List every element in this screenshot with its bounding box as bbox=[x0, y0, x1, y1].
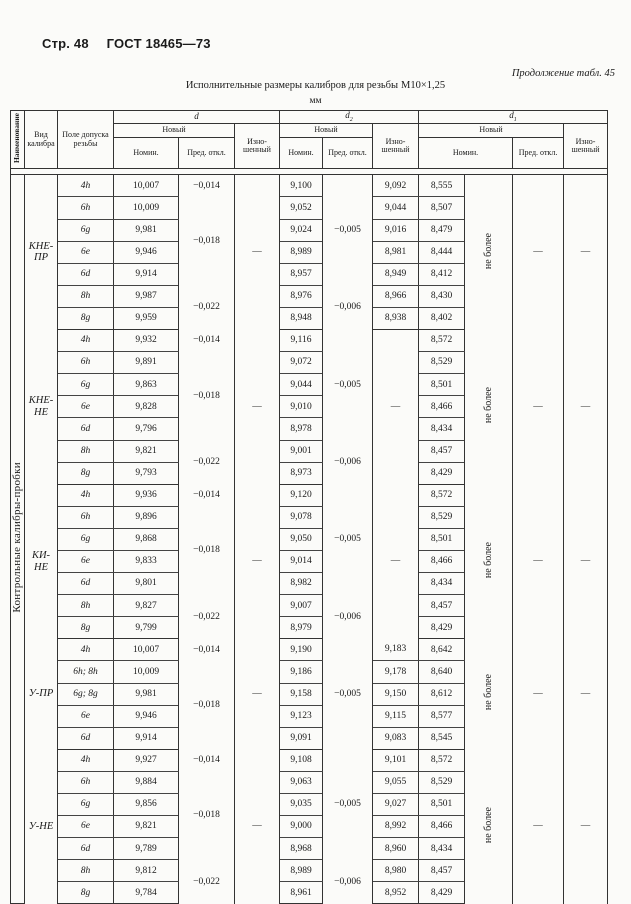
d2-nominal: 9,116 bbox=[280, 330, 323, 352]
d2-worn: 8,960 bbox=[373, 838, 419, 860]
gauge-type: КНЕ-НЕ bbox=[25, 330, 58, 485]
d1-nominal: 8,501 bbox=[419, 528, 465, 550]
d-dev-header: Пред. откл. bbox=[179, 138, 235, 169]
d2-nominal: 9,063 bbox=[280, 771, 323, 793]
d2-nominal: 9,050 bbox=[280, 528, 323, 550]
name-header: Наименование bbox=[11, 111, 25, 169]
d-deviation: −0,014 bbox=[179, 330, 235, 352]
d2-worn: 9,101 bbox=[373, 749, 419, 771]
d2-worn: 8,966 bbox=[373, 285, 419, 307]
d2-nominal: 8,978 bbox=[280, 418, 323, 440]
d-nominal: 9,981 bbox=[114, 683, 179, 705]
thread-size: M10×1,25 bbox=[401, 80, 446, 91]
d-nominal: 9,891 bbox=[114, 352, 179, 374]
tolerance-value: 4h bbox=[58, 484, 114, 506]
tolerance-value: 8g bbox=[58, 882, 114, 904]
d2-nominal: 8,989 bbox=[280, 241, 323, 263]
d2-nominal: 8,973 bbox=[280, 462, 323, 484]
d2-deviation: −0,005 bbox=[323, 749, 373, 859]
d2-header: $d_2$ bbox=[280, 111, 419, 124]
d2-nom-header: Номин. bbox=[280, 138, 323, 169]
d1-deviation: — bbox=[513, 175, 564, 330]
d-nominal: 9,793 bbox=[114, 462, 179, 484]
d1-nominal: 8,572 bbox=[419, 749, 465, 771]
tolerance-value: 4h bbox=[58, 749, 114, 771]
tolerance-value: 8h bbox=[58, 440, 114, 462]
d2-nominal: 9,072 bbox=[280, 352, 323, 374]
d2-worn: 9,044 bbox=[373, 197, 419, 219]
tolerance-value: 6e bbox=[58, 550, 114, 572]
d2-worn-header: Изно-шенный bbox=[373, 124, 419, 169]
d-nominal: 9,946 bbox=[114, 241, 179, 263]
tolerance-value: 4h bbox=[58, 639, 114, 661]
tolerance-value: 4h bbox=[58, 330, 114, 352]
tolerance-value: 6h bbox=[58, 352, 114, 374]
d2-deviation: −0,006 bbox=[323, 440, 373, 484]
d-worn: — bbox=[235, 484, 280, 639]
d2-nominal: 9,186 bbox=[280, 661, 323, 683]
d2-nominal: 9,078 bbox=[280, 506, 323, 528]
d-nominal: 9,821 bbox=[114, 440, 179, 462]
d-deviation: −0,022 bbox=[179, 285, 235, 329]
d-worn: — bbox=[235, 330, 280, 485]
d-nominal: 9,833 bbox=[114, 550, 179, 572]
d1-nominal: 8,434 bbox=[419, 838, 465, 860]
table-row bbox=[11, 484, 608, 506]
d2-nominal: 9,108 bbox=[280, 749, 323, 771]
d1-nominal: 8,507 bbox=[419, 197, 465, 219]
d-nominal: 9,884 bbox=[114, 771, 179, 793]
d2-nominal: 8,948 bbox=[280, 307, 323, 329]
d1-nominal: 8,466 bbox=[419, 396, 465, 418]
d-nom-header: Номин. bbox=[114, 138, 179, 169]
d1-nominal: 8,429 bbox=[419, 882, 465, 904]
d-nominal: 9,946 bbox=[114, 705, 179, 727]
tolerance-value: 8h bbox=[58, 285, 114, 307]
d2-nominal: 8,976 bbox=[280, 285, 323, 307]
d-worn: — bbox=[235, 749, 280, 904]
d-nominal: 9,828 bbox=[114, 396, 179, 418]
d1-nominal: 8,466 bbox=[419, 816, 465, 838]
d2-worn: 8,992 bbox=[373, 816, 419, 838]
d-nominal: 9,856 bbox=[114, 794, 179, 816]
d1-deviation: — bbox=[513, 749, 564, 904]
d1-nominal: 8,642 bbox=[419, 639, 465, 661]
d1-nominal: 8,430 bbox=[419, 285, 465, 307]
d2-worn: 8,949 bbox=[373, 263, 419, 285]
tolerance-value: 8g bbox=[58, 307, 114, 329]
d-nominal: 9,801 bbox=[114, 573, 179, 595]
d1-nominal: 8,457 bbox=[419, 440, 465, 462]
continuation-note: Продолжение табл. 45 bbox=[511, 68, 615, 79]
tolerance-value: 6g bbox=[58, 374, 114, 396]
d2-dev-header: Пред. откл. bbox=[323, 138, 373, 169]
d2-worn: 8,938 bbox=[373, 307, 419, 329]
d-nominal: 10,007 bbox=[114, 639, 179, 661]
d1-nominal: 8,640 bbox=[419, 661, 465, 683]
d1-new-header: Новый bbox=[419, 124, 564, 138]
tolerance-header: Поле допуска резьбы bbox=[58, 111, 114, 169]
d2-nominal: 9,014 bbox=[280, 550, 323, 572]
d2-nominal: 9,010 bbox=[280, 396, 323, 418]
d-nominal: 9,784 bbox=[114, 882, 179, 904]
d-deviation: −0,018 bbox=[179, 352, 235, 440]
d2-worn: 9,115 bbox=[373, 705, 419, 727]
d-nominal: 10,007 bbox=[114, 175, 179, 197]
d-deviation: −0,018 bbox=[179, 771, 235, 859]
d2-nominal: 9,007 bbox=[280, 595, 323, 617]
d2-nominal: 9,035 bbox=[280, 794, 323, 816]
d2-nominal: 9,190 bbox=[280, 639, 323, 661]
d1-nominal: 8,555 bbox=[419, 175, 465, 197]
d-deviation: −0,014 bbox=[179, 175, 235, 197]
d1-worn: — bbox=[564, 330, 608, 485]
d2-nominal: 9,120 bbox=[280, 484, 323, 506]
d-nominal: 10,009 bbox=[114, 197, 179, 219]
gauge-type: У-ПР bbox=[25, 639, 58, 749]
d-nominal: 9,868 bbox=[114, 528, 179, 550]
d-deviation: −0,022 bbox=[179, 440, 235, 484]
unit-label: мм bbox=[309, 96, 322, 106]
d2-deviation: −0,005 bbox=[323, 175, 373, 285]
d2-nominal: 9,123 bbox=[280, 705, 323, 727]
d-nominal: 9,914 bbox=[114, 263, 179, 285]
tolerance-value: 6d bbox=[58, 263, 114, 285]
d1-nominal: 8,577 bbox=[419, 705, 465, 727]
d-nominal: 9,932 bbox=[114, 330, 179, 352]
table-row bbox=[11, 330, 608, 352]
gauge-dimensions-table bbox=[10, 110, 608, 904]
d1-nominal: 8,501 bbox=[419, 794, 465, 816]
d-deviation: −0,018 bbox=[179, 506, 235, 594]
gauge-type: У-НЕ bbox=[25, 749, 58, 904]
d-deviation: −0,014 bbox=[179, 484, 235, 506]
d2-nominal: 8,968 bbox=[280, 838, 323, 860]
d2-worn: 9,083 bbox=[373, 727, 419, 749]
table-title: Исполнительные размеры калибров для резьбы M10×1,25 bbox=[185, 80, 446, 91]
tolerance-value: 6g bbox=[58, 219, 114, 241]
tolerance-value: 8h bbox=[58, 595, 114, 617]
d1-nominal: 8,429 bbox=[419, 462, 465, 484]
d2-nominal: 8,979 bbox=[280, 617, 323, 639]
d2-worn: 9,092 bbox=[373, 175, 419, 197]
d2-nominal: 9,001 bbox=[280, 440, 323, 462]
d-nominal: 9,987 bbox=[114, 285, 179, 307]
d2-worn: 8,981 bbox=[373, 241, 419, 263]
tolerance-value: 4h bbox=[58, 175, 114, 197]
tolerance-value: 6e bbox=[58, 396, 114, 418]
d2-worn: 9,183 bbox=[373, 639, 419, 661]
d1-nominal: 8,545 bbox=[419, 727, 465, 749]
d-nominal: 9,789 bbox=[114, 838, 179, 860]
d1-nominal: 8,457 bbox=[419, 595, 465, 617]
d2-worn: 9,027 bbox=[373, 794, 419, 816]
d2-nominal: 9,000 bbox=[280, 816, 323, 838]
d2-worn: 9,150 bbox=[373, 683, 419, 705]
d1-dev-header: Пред. откл. bbox=[513, 138, 564, 169]
type-header: Вид калибра bbox=[25, 111, 58, 169]
tolerance-value: 6d bbox=[58, 727, 114, 749]
d2-deviation: −0,005 bbox=[323, 330, 373, 440]
d1-nominal: 8,501 bbox=[419, 374, 465, 396]
d-worn-header: Изно-шенный bbox=[235, 124, 280, 169]
d2-worn: 9,055 bbox=[373, 771, 419, 793]
d1-note: не более bbox=[465, 639, 513, 749]
d1-worn-header: Изно-шенный bbox=[564, 124, 608, 169]
d-nominal: 9,981 bbox=[114, 219, 179, 241]
d-nominal: 9,827 bbox=[114, 595, 179, 617]
d2-worn: 9,178 bbox=[373, 661, 419, 683]
d1-nom-header: Номин. bbox=[419, 138, 513, 169]
d-deviation: −0,018 bbox=[179, 661, 235, 749]
d2-deviation: −0,005 bbox=[323, 484, 373, 594]
d-new-header: Новый bbox=[114, 124, 235, 138]
tolerance-value: 6d bbox=[58, 573, 114, 595]
d2-deviation: −0,006 bbox=[323, 860, 373, 904]
d2-nominal: 9,091 bbox=[280, 727, 323, 749]
tolerance-value: 6e bbox=[58, 241, 114, 263]
d2-nominal: 9,052 bbox=[280, 197, 323, 219]
d1-nominal: 8,612 bbox=[419, 683, 465, 705]
gauge-type: КИ-НЕ bbox=[25, 484, 58, 639]
tolerance-value: 8g bbox=[58, 617, 114, 639]
d1-worn: — bbox=[564, 639, 608, 749]
tolerance-value: 6d bbox=[58, 838, 114, 860]
tolerance-value: 6e bbox=[58, 705, 114, 727]
d-worn: — bbox=[235, 639, 280, 749]
tolerance-value: 8g bbox=[58, 462, 114, 484]
d-deviation: −0,014 bbox=[179, 639, 235, 661]
d2-new-header: Новый bbox=[280, 124, 373, 138]
d2-worn: — bbox=[373, 484, 419, 639]
d1-note: не более bbox=[465, 484, 513, 639]
tolerance-value: 6h bbox=[58, 197, 114, 219]
d2-worn: — bbox=[373, 330, 419, 485]
d-worn: — bbox=[235, 175, 280, 330]
gost-number: ГОСТ 18465—73 bbox=[106, 36, 211, 51]
d-nominal: 10,009 bbox=[114, 661, 179, 683]
d1-nominal: 8,434 bbox=[419, 573, 465, 595]
d1-nominal: 8,434 bbox=[419, 418, 465, 440]
d1-note: не более bbox=[465, 749, 513, 904]
table-row bbox=[11, 175, 608, 197]
d2-nominal: 9,158 bbox=[280, 683, 323, 705]
d-nominal: 9,927 bbox=[114, 749, 179, 771]
page-number: Стр. 48 bbox=[42, 36, 89, 51]
d1-note: не более bbox=[465, 330, 513, 485]
kal-label: Контрольные калибры-пробки bbox=[11, 175, 25, 904]
d1-nominal: 8,402 bbox=[419, 307, 465, 329]
d2-deviation: −0,005 bbox=[323, 639, 373, 749]
tolerance-value: 6h bbox=[58, 771, 114, 793]
d-nominal: 9,914 bbox=[114, 727, 179, 749]
d1-nominal: 8,429 bbox=[419, 617, 465, 639]
d1-header: $d_1$ bbox=[419, 111, 608, 124]
d2-nominal: 8,982 bbox=[280, 573, 323, 595]
page-header bbox=[42, 36, 211, 51]
d-deviation: −0,022 bbox=[179, 860, 235, 904]
d-deviation: −0,014 bbox=[179, 749, 235, 771]
d2-worn: 9,016 bbox=[373, 219, 419, 241]
d-deviation: −0,018 bbox=[179, 197, 235, 285]
d-nominal: 9,936 bbox=[114, 484, 179, 506]
d2-nominal: 9,024 bbox=[280, 219, 323, 241]
d1-nominal: 8,479 bbox=[419, 219, 465, 241]
d1-worn: — bbox=[564, 749, 608, 904]
d1-nominal: 8,529 bbox=[419, 352, 465, 374]
d1-worn: — bbox=[564, 484, 608, 639]
tolerance-value: 6g bbox=[58, 794, 114, 816]
d-nominal: 9,799 bbox=[114, 617, 179, 639]
d2-deviation: −0,006 bbox=[323, 285, 373, 329]
table-row bbox=[11, 639, 608, 661]
d2-worn: 8,952 bbox=[373, 882, 419, 904]
tolerance-value: 8h bbox=[58, 860, 114, 882]
d1-nominal: 8,466 bbox=[419, 550, 465, 572]
d-header: d bbox=[114, 111, 280, 124]
gauge-type: КНЕ-ПР bbox=[25, 175, 58, 330]
d1-nominal: 8,529 bbox=[419, 771, 465, 793]
d1-deviation: — bbox=[513, 484, 564, 639]
d1-nominal: 8,444 bbox=[419, 241, 465, 263]
d1-note: не более bbox=[465, 175, 513, 330]
d1-nominal: 8,572 bbox=[419, 484, 465, 506]
table-row bbox=[11, 749, 608, 771]
d2-nominal: 9,044 bbox=[280, 374, 323, 396]
tolerance-value: 6h; 8h bbox=[58, 661, 114, 683]
d-nominal: 9,959 bbox=[114, 307, 179, 329]
tolerance-value: 6g bbox=[58, 528, 114, 550]
d2-nominal: 8,989 bbox=[280, 860, 323, 882]
d1-deviation: — bbox=[513, 639, 564, 749]
d2-nominal: 9,100 bbox=[280, 175, 323, 197]
d-nominal: 9,812 bbox=[114, 860, 179, 882]
d2-nominal: 8,957 bbox=[280, 263, 323, 285]
d-nominal: 9,821 bbox=[114, 816, 179, 838]
d2-nominal: 8,961 bbox=[280, 882, 323, 904]
d-nominal: 9,896 bbox=[114, 506, 179, 528]
d1-nominal: 8,572 bbox=[419, 330, 465, 352]
tolerance-value: 6g; 8g bbox=[58, 683, 114, 705]
d1-nominal: 8,412 bbox=[419, 263, 465, 285]
tolerance-value: 6h bbox=[58, 506, 114, 528]
d2-deviation: −0,006 bbox=[323, 595, 373, 639]
d-nominal: 9,796 bbox=[114, 418, 179, 440]
d1-nominal: 8,457 bbox=[419, 860, 465, 882]
d1-worn: — bbox=[564, 175, 608, 330]
table-body bbox=[11, 175, 608, 904]
d1-nominal: 8,529 bbox=[419, 506, 465, 528]
tolerance-value: 6e bbox=[58, 816, 114, 838]
tolerance-value: 6d bbox=[58, 418, 114, 440]
d2-worn: 8,980 bbox=[373, 860, 419, 882]
d1-deviation: — bbox=[513, 330, 564, 485]
d-deviation: −0,022 bbox=[179, 595, 235, 639]
d-nominal: 9,863 bbox=[114, 374, 179, 396]
